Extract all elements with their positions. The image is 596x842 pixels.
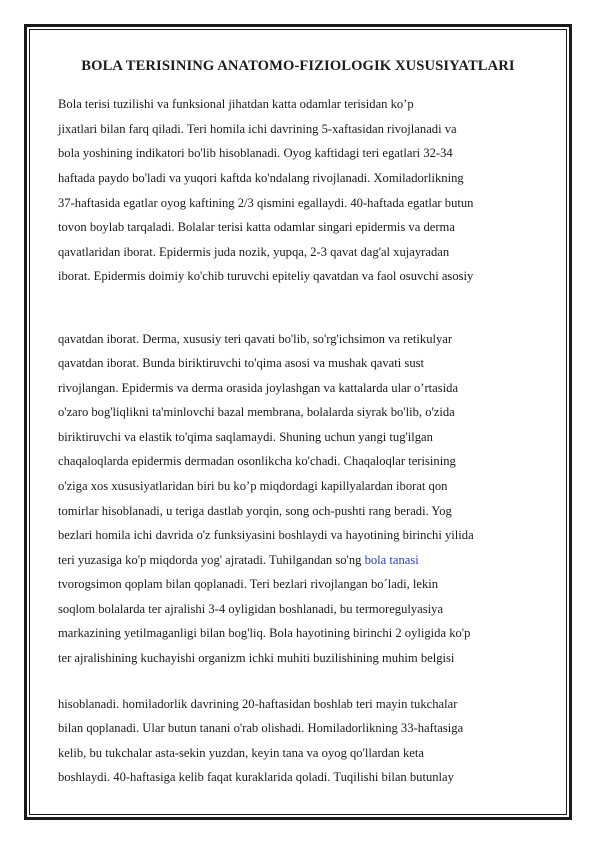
text-line: bola yoshining indikatori bo'lib hisoblanadi. Oyog kaftidagi teri egatlari 32-34 bbox=[58, 146, 453, 160]
text-line: kelib, bu tukchalar asta-sekin yuzdan, keyin tana va oyog qo'llardan keta bbox=[58, 746, 424, 760]
text-segment: teri yuzasiga ko'p miqdorda yog' ajratadi. Tuhilgandan so'ng bbox=[58, 553, 365, 567]
text-line: qavatdan iborat. Bunda biriktiruvchi to'qima asosi va mushak qavati sust bbox=[58, 356, 425, 370]
text-line: ter ajralishining kuchayishi organizm ichki muhiti buzilishining muhim belgisi bbox=[58, 651, 455, 665]
text-line: tvorogsimon qoplam bilan qoplanadi. Teri bezlari rivojlangan bo´ladi, lekin bbox=[58, 577, 439, 591]
text-line: bilan qoplanadi. Ular butun tanani o'rab olishadi. Homiladorlikning 33-haftasiga bbox=[58, 721, 464, 735]
bola-tanasi-link[interactable]: bola tanasi bbox=[364, 553, 419, 567]
text-line: o'ziga xos xususiyatlaridan biri bu ko’p miqdordagi kapillyalardan iborat qon bbox=[58, 479, 448, 493]
text-line: markazining yetilmaganligi bilan bog'liq. Bola hayotining birinchi 2 oyligida ko'p bbox=[58, 626, 471, 640]
text-line: haftada paydo bo'ladi va yuqori kaftda ko'ndalang rivojlanadi. Xomiladorlikning bbox=[58, 171, 464, 185]
text-line bbox=[58, 552, 419, 568]
text-line: Bola terisi tuzilishi va funksional jihatdan katta odamlar terisidan ko’p bbox=[58, 97, 414, 111]
text-line: qavatlaridan iborat. Epidermis juda nozik, yupqa, 2-3 qavat dag'al xujayradan bbox=[58, 245, 450, 259]
text-line: o'zaro bog'liqlikni ta'minlovchi bazal membrana, bolalarda siyrak bo'lib, o'zida bbox=[58, 405, 455, 419]
text-line: chaqaloqlarda epidermis dermadan osonlikcha ko'chadi. Chaqaloqlar terisining bbox=[58, 454, 456, 468]
text-line: qavatdan iborat. Derma, xususiy teri qavati bo'lib, so'rg'ichsimon va retikulyar bbox=[58, 332, 453, 346]
text-line: hisoblanadi. homiladorlik davrining 20-haftasidan boshlab teri mayin tukchalar bbox=[58, 697, 458, 711]
text-line: biriktiruvchi va elastik to'qima saqlamaydi. Shuning uchun yangi tug'ilgan bbox=[58, 430, 433, 444]
text-line: jixatlari bilan farq qiladi. Teri homila ichi davrining 5-xaftasidan rivojlanadi va bbox=[58, 122, 457, 136]
text-line: 37-haftasida egatlar oyog kaftining 2/3 qismini egallaydi. 40-haftada egatlar butun bbox=[58, 196, 474, 210]
text-line: boshlaydi. 40-haftasiga kelib faqat kuraklarida qoladi. Tuqilishi bilan butunlay bbox=[58, 770, 454, 784]
text-line: tomirlar hisoblanadi, u teriga dastlab yorqin, song och-pushti rang beradi. Yog bbox=[58, 504, 452, 518]
text-line: iborat. Epidermis doimiy ko'chib turuvchi epiteliy qavatdan va faol osuvchi asosiy bbox=[58, 269, 474, 283]
text-line: soqlom bolalarda ter ajralishi 3-4 oyligidan boshlanadi, bu termoregulyasiya bbox=[58, 602, 444, 616]
text-line: tovon boylab tarqaladi. Bolalar terisi katta odamlar singari epidermis va derma bbox=[58, 220, 455, 234]
document-title: BOLA TERISINING ANATOMO-FIZIOLOGIK XUSUSIYATLARI bbox=[81, 58, 515, 74]
text-line: bezlari homila ichi davrida o'z funksiyasini boshlaydi va hayotining birinchi yilida bbox=[58, 528, 474, 542]
text-line: rivojlangan. Epidermis va derma orasida joylashgan va kattalarda ular o’rtasida bbox=[58, 381, 459, 395]
